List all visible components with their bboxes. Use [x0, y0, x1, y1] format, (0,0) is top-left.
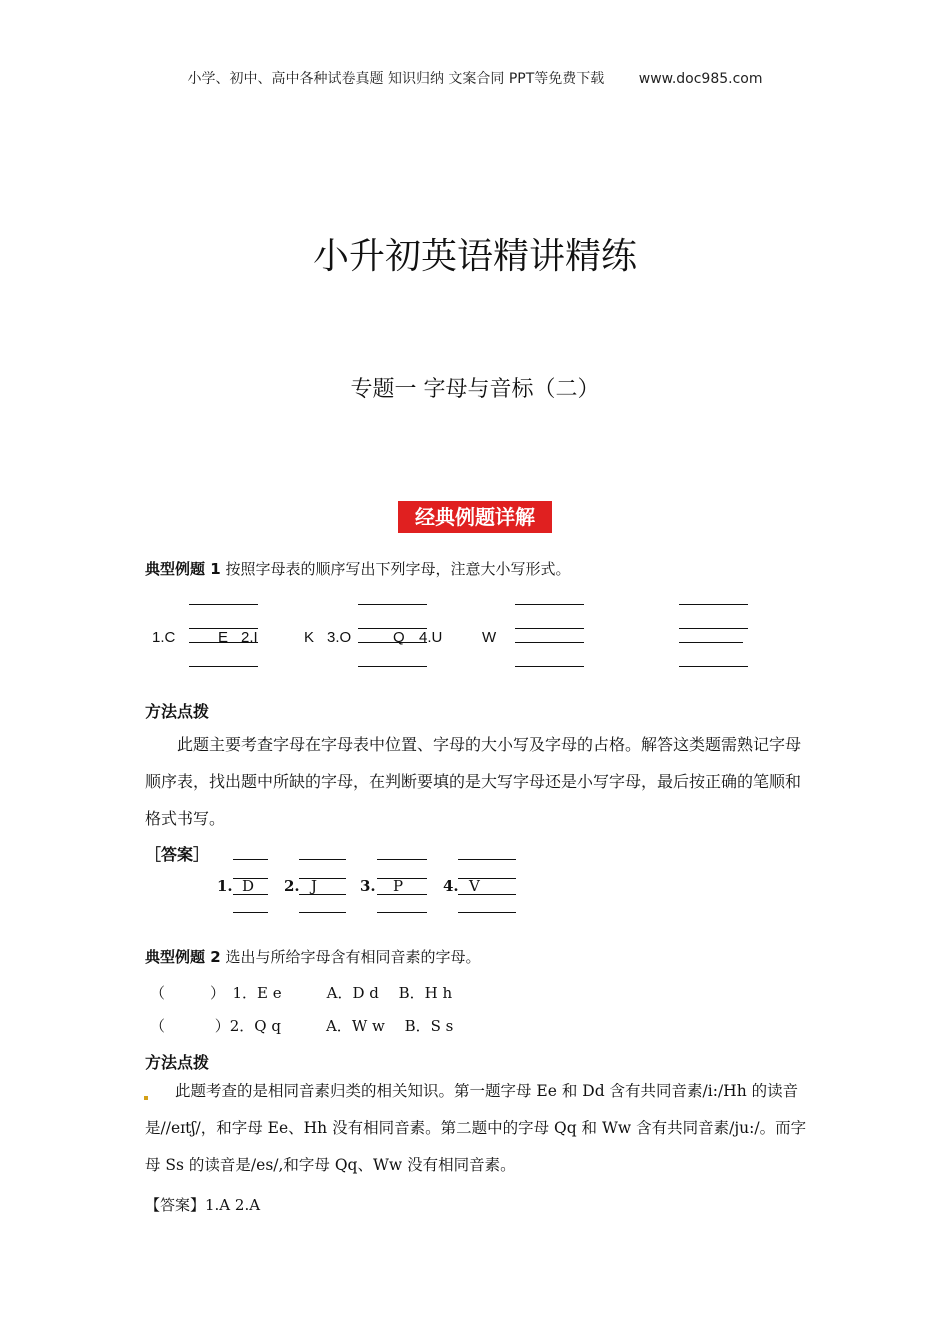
method2-heading: 方法点拨 — [145, 1053, 210, 1072]
document-subtitle: 专题一 字母与音标（二） — [350, 377, 600, 402]
example1-label: 典型例题 1 — [145, 560, 221, 578]
example1-item: E — [218, 629, 229, 646]
example1-instruction: 按照字母表的顺序写出下列字母，注意大小写形式。 — [225, 560, 571, 578]
answer1-label: ［答案］ — [145, 845, 210, 864]
answer1-item: 2. — [284, 877, 300, 895]
example2-label: 典型例题 2 — [145, 948, 221, 966]
document-title: 小升初英语精讲精练 — [312, 236, 637, 277]
answer1-item: P — [393, 877, 404, 895]
example1-heading — [145, 558, 570, 579]
answer1-item: V — [469, 877, 480, 895]
section-banner: 经典例题详解 — [398, 501, 552, 533]
method1-heading: 方法点拨 — [145, 702, 210, 721]
example1-item: Q — [393, 629, 405, 646]
header-site: www.doc985.com — [638, 71, 763, 87]
answer1-item: D — [242, 877, 255, 895]
answer1-item: 1. — [217, 877, 233, 895]
page-header — [0, 68, 950, 88]
method2-text: 此题考查的是相同音素归类的相关知识。第一题字母 Ee 和 Dd 含有共同音素/i:/Hh 的读音是//eɪtʃ/，和字母 Ee、Hh 没有相同音素。第二题中的字母 Qq 和 Ww 含有共同音素/ju:/。而字母 Ss 的读音是/es/,和字母 Qq、Ww 没有相同音素。 — [145, 1082, 807, 1174]
example1-item: 1.C — [152, 629, 176, 646]
example1-item: K — [304, 629, 315, 646]
answer1-item: J — [311, 877, 318, 895]
answer1-item: 3. — [360, 877, 376, 895]
example1-item: W — [482, 629, 497, 646]
example1-item: 3.O — [327, 629, 352, 646]
answer1-item: 4. — [443, 877, 459, 895]
header-text: 小学、初中、高中各种试卷真题 知识归纳 文案合同 PPT等免费下载 — [187, 71, 605, 87]
example2-instruction: 选出与所给字母含有相同音素的字母。 — [225, 948, 481, 966]
example1-item: 4.U — [419, 629, 443, 646]
example2-heading — [145, 946, 480, 967]
example1-item: 2.I — [241, 629, 258, 646]
answer2-text: 【答案】1.A 2.A — [145, 1196, 261, 1214]
method1-text: 此题主要考查字母在字母表中位置、字母的大小写及字母的占格。解答这类题需熟记字母顺序表，找出题中所缺的字母，在判断要填的是大写字母还是小写字母，最后按正确的笔顺和格式书写。 — [145, 735, 802, 828]
example2-question-1: （ ） 1．E e A．D d B．H h — [150, 984, 453, 1002]
example2-question-2: （ ）2．Q q A．W w B．S s — [150, 1017, 454, 1035]
